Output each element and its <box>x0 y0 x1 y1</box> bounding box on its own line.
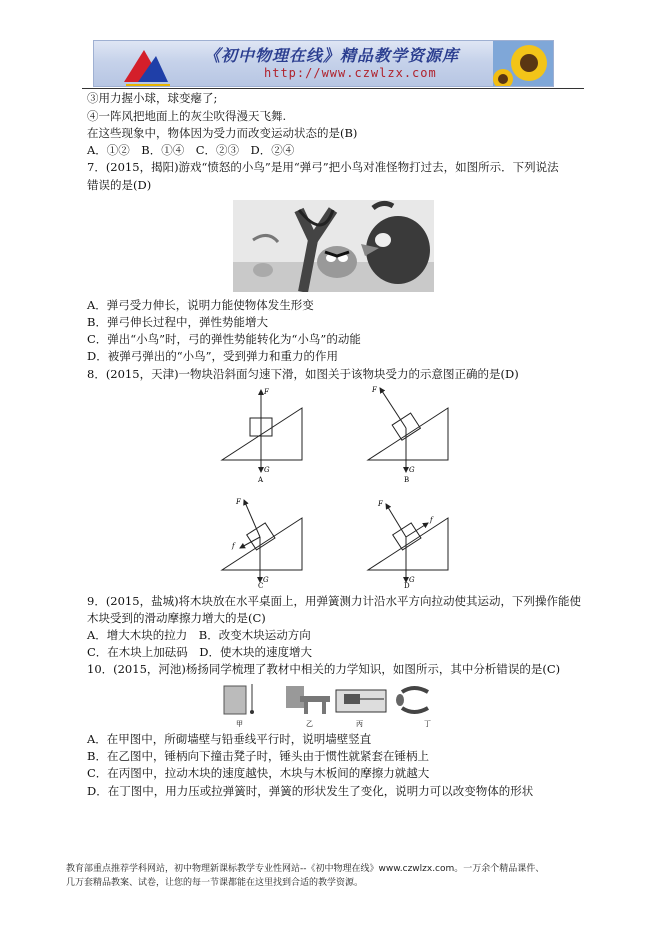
text-line: ④一阵风把地面上的灰尘吹得漫天飞舞. <box>87 109 287 123</box>
banner-title: 《初中物理在线》精品教学资源库 <box>204 46 460 65</box>
option-9ab: A．增大木块的拉力 B．改变木块运动方向 <box>87 628 311 642</box>
question-7: 7．(2015，揭阳)游戏“愤怒的小鸟”是用“弹弓”把小鸟对准怪物打过去，如图所示．下列说法 <box>87 160 559 174</box>
label-f: f <box>430 516 433 524</box>
site-logo-icon <box>116 42 176 87</box>
diagram-b <box>368 386 448 484</box>
footer-line-2: 几万套精品教案、试卷，让您的每一节课都能在这里找到合适的教学资源。 <box>66 878 364 888</box>
caption-b: B <box>404 476 410 484</box>
option-10d: D．在丁图中，用力压或拉弹簧时，弹簧的形状发生了变化，说明力可以改变物体的形状 <box>87 784 534 798</box>
caption-bing: 丙 <box>356 720 363 728</box>
page-footer <box>66 862 606 890</box>
footer-line-1: 教育部重点推荐学科网站，初中物理新课标教学专业性网站--《初中物理在线》www.czwlzx.com。一万余个精品课件、 <box>66 864 545 874</box>
option-10b: B．在乙图中，锤柄向下撞击凳子时，锤头由于惯性就紧套在锤柄上 <box>87 749 429 763</box>
header-banner <box>93 40 554 87</box>
label-F: F <box>236 498 241 506</box>
picture-ding <box>396 688 431 728</box>
angry-birds-figure <box>233 200 434 292</box>
label-F: F <box>264 388 269 396</box>
sunflower-icon <box>493 41 553 87</box>
picture-jia <box>224 684 254 728</box>
option-9cd: C．在木块上加砝码 D．使木块的速度增大 <box>87 645 313 659</box>
label-F: F <box>372 386 377 394</box>
label-G: G <box>264 466 270 474</box>
label-G: G <box>263 576 269 584</box>
caption-jia: 甲 <box>236 720 243 728</box>
question-8: 8．(2015，天津)一物块沿斜面匀速下滑，如图关于该物块受力的示意图正确的是(D) <box>87 367 519 381</box>
picture-yi <box>286 686 330 728</box>
text-line: A．①② B．①④ C．②③ D．②④ <box>87 143 295 157</box>
banner-url: http://www.czwlzx.com <box>264 66 437 80</box>
picture-bing <box>336 690 386 728</box>
caption-c: C <box>258 582 264 590</box>
caption-d: D <box>404 582 410 590</box>
label-G: G <box>409 466 415 474</box>
label-f: f <box>232 542 235 550</box>
text-line: 错误的是(D) <box>87 178 152 192</box>
option-7d: D．被弹弓弹出的“小鸟”，受到弹力和重力的作用 <box>87 349 338 363</box>
option-10a: A．在甲图中，所砌墙壁与铅垂线平行时，说明墙壁竖直 <box>87 732 372 746</box>
diagram-c <box>222 498 302 590</box>
diagram-a <box>222 388 302 484</box>
text-line: ③用力握小球，球变瘪了; <box>87 91 218 105</box>
option-7a: A．弹弓受力伸长，说明力能使物体发生形变 <box>87 298 314 312</box>
force-diagram-figure <box>220 380 460 590</box>
option-7b: B．弹弓伸长过程中，弹性势能增大 <box>87 315 268 329</box>
mechanics-pictures-figure <box>214 680 454 728</box>
text-line: 木块受到的滑动摩擦力增大的是(C) <box>87 611 266 625</box>
option-10c: C．在丙图中，拉动木块的速度越快，木块与木板间的摩擦力就越大 <box>87 766 430 780</box>
option-7c: C．弹出“小鸟”时，弓的弹性势能转化为“小鸟”的动能 <box>87 332 361 346</box>
caption-yi: 乙 <box>306 720 313 728</box>
header-rule <box>82 88 584 89</box>
question-9: 9．(2015，盐城)将木块放在水平桌面上，用弹簧测力计沿水平方向拉动使其运动，下列操作能使 <box>87 594 582 608</box>
label-F: F <box>378 500 383 508</box>
text-line: 在这些现象中，物体因为受力而改变运动状态的是(B) <box>87 126 358 140</box>
diagram-d <box>368 500 448 590</box>
caption-ding: 丁 <box>424 720 431 728</box>
label-G: G <box>409 576 415 584</box>
question-10: 10．(2015，河池)杨扬同学梳理了教材中相关的力学知识，如图所示，其中分析错误的是(C) <box>87 662 561 676</box>
caption-a: A <box>258 476 264 484</box>
